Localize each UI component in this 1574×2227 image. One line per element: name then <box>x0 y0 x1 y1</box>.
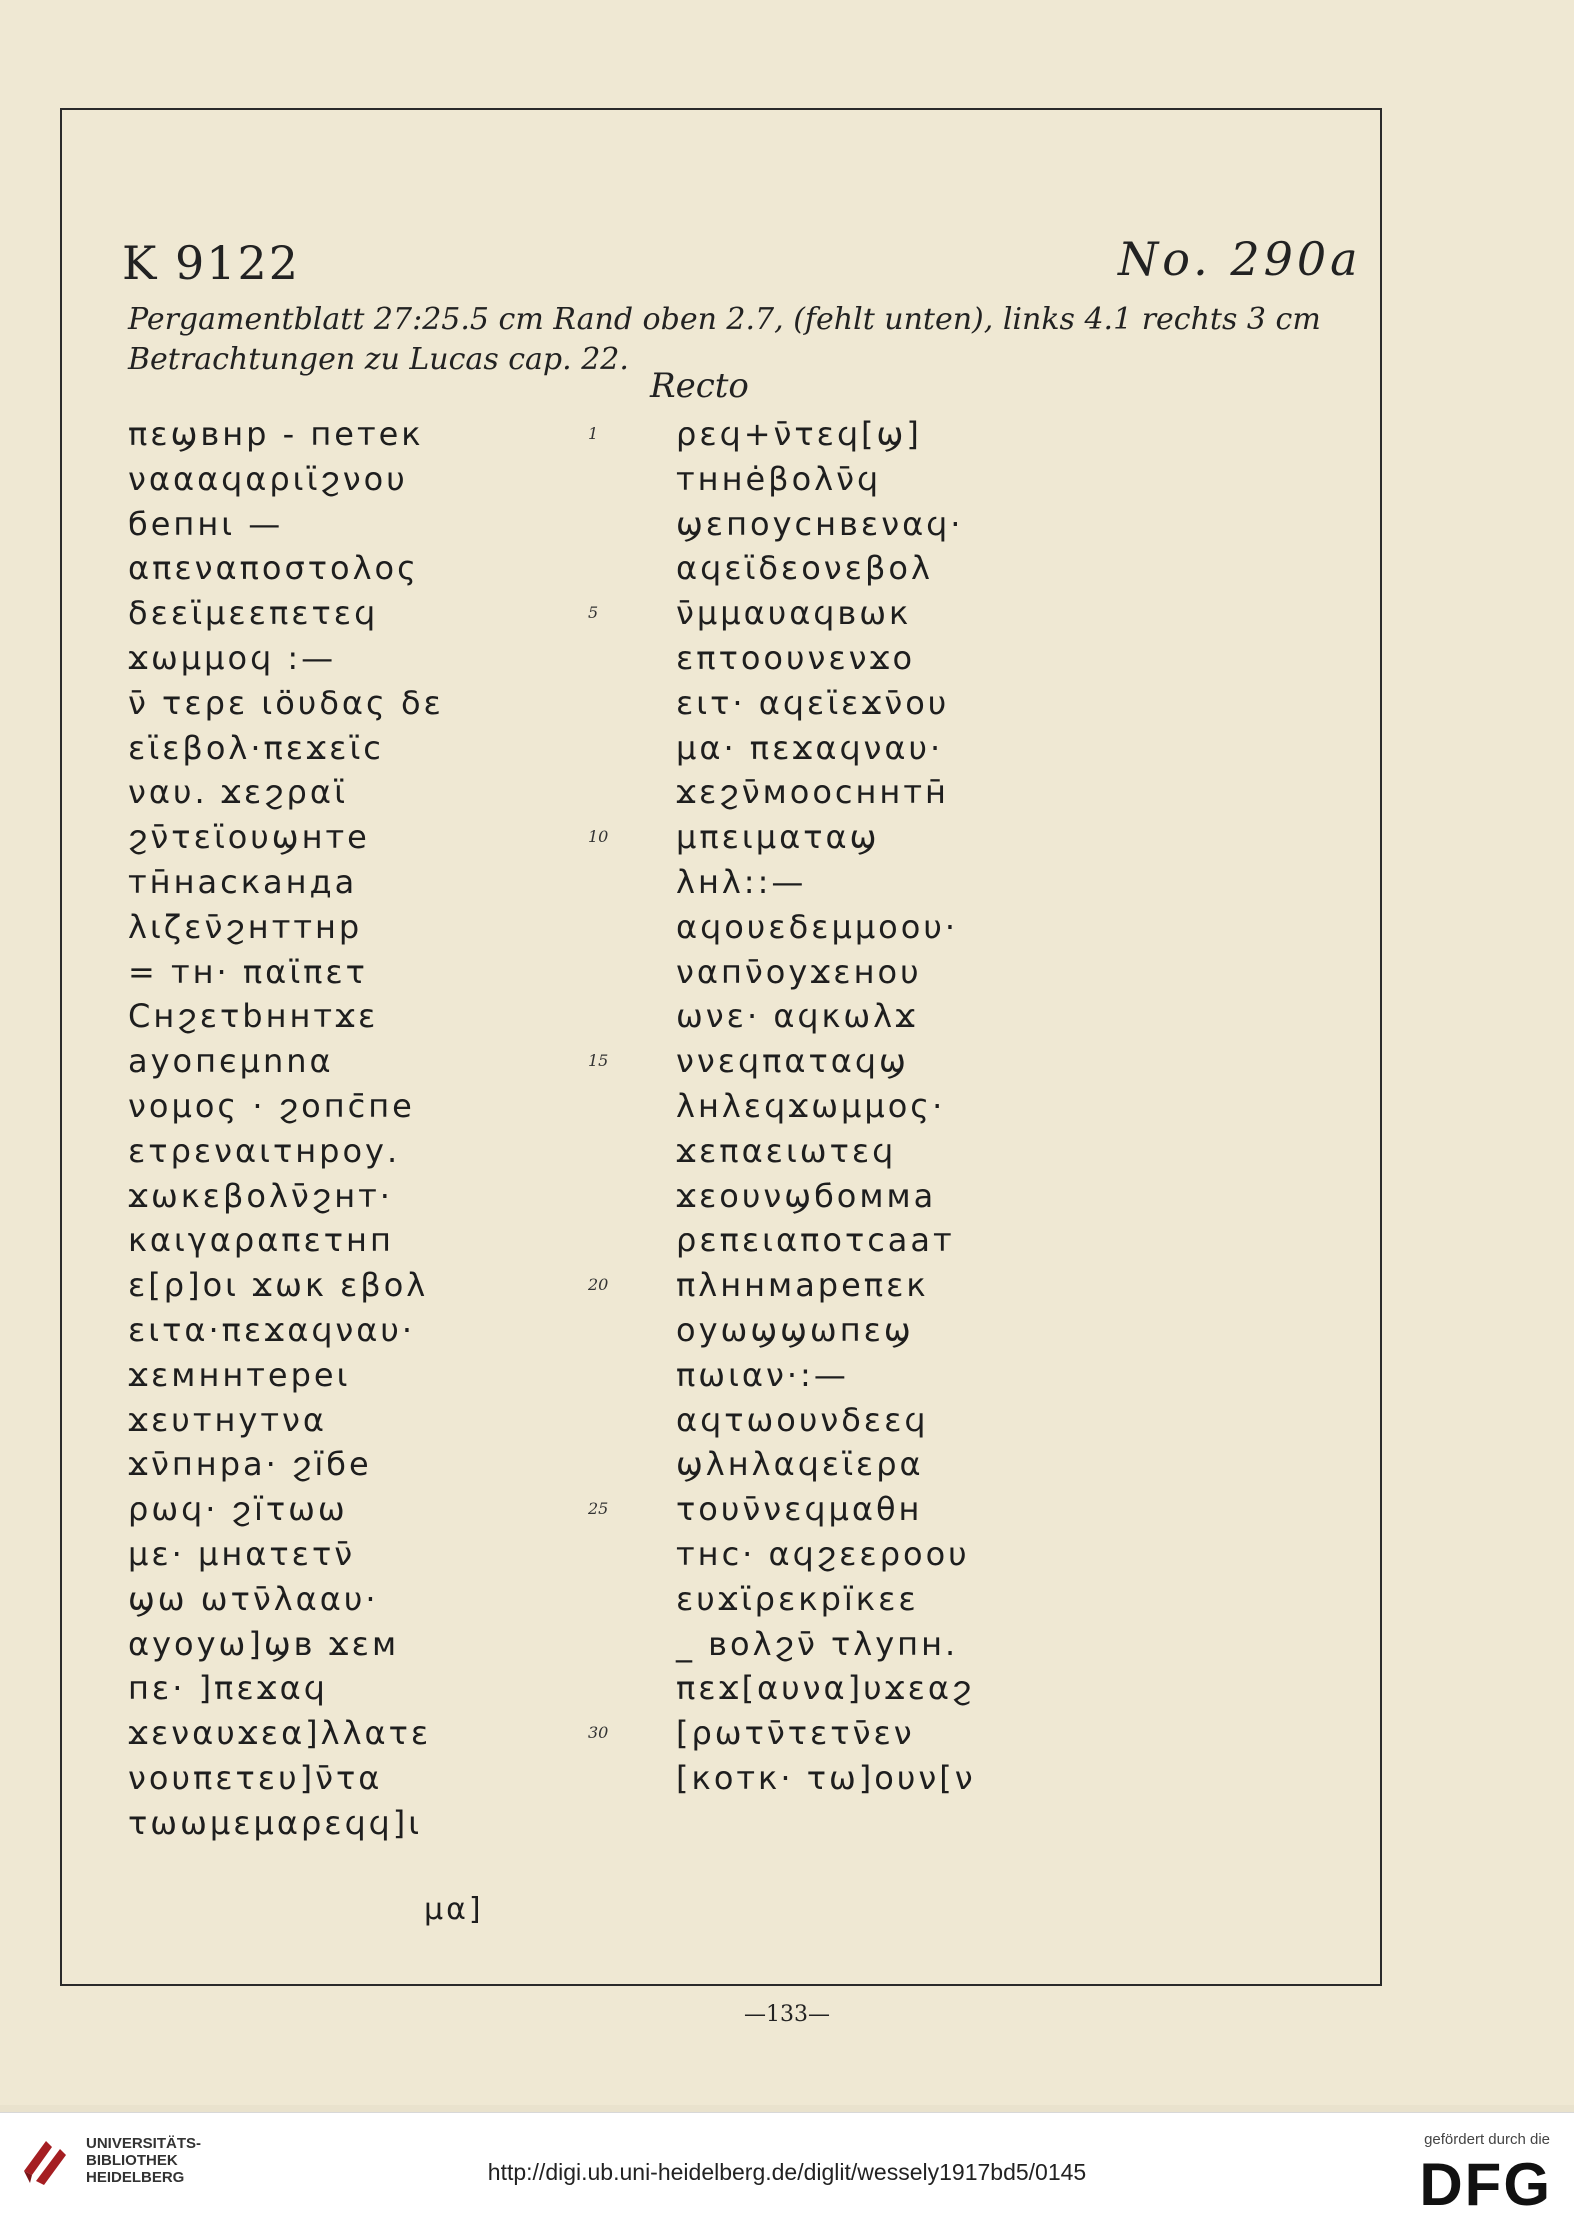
manuscript-line: ναυ. ϫεϩραϊ <box>128 773 348 812</box>
left-text-column <box>128 412 444 1846</box>
manuscript-line: ϩν̄τεϊουϣнте <box>128 818 370 857</box>
line-number <box>588 1084 608 1129</box>
manuscript-line: [котк· τω]ουν[ν <box>676 1758 976 1797</box>
manuscript-line: νουπετευ]ν̄τα <box>128 1758 383 1797</box>
line-number <box>588 502 608 547</box>
manuscript-line: μπειματαϣ <box>676 818 880 857</box>
manuscript-line: ϣλнλαϥεϊερα <box>676 1445 924 1484</box>
manuscript-line: ννεϥπαταϥϣ <box>676 1042 909 1081</box>
permalink-url[interactable]: http://digi.ub.uni-heidelberg.de/diglit/wessely1917bd5/0145 <box>487 2159 1087 2185</box>
manuscript-line: ϣω ωτν̄λααυ· <box>128 1579 379 1618</box>
manuscript-line: пε· ]πεϫαϥ <box>128 1669 328 1708</box>
line-number <box>588 546 608 591</box>
description-line-1: Pergamentblatt 27:25.5 cm Rand oben 2.7, (fehlt unten), links 4.1 rechts 3 cm <box>128 302 1321 337</box>
manuscript-line: ϫεναυϫεα]λλατε <box>128 1714 432 1753</box>
manuscript-line: αϥουεδεμμοου· <box>676 907 959 946</box>
manuscript-line: ε[ρ]οι ϫωκ εβολ <box>128 1266 429 1305</box>
line-number <box>588 1532 608 1577</box>
line-number <box>588 1666 608 1711</box>
manuscript-line: [ρωτν̄τετν̄εν <box>676 1714 915 1753</box>
line-number <box>588 770 608 815</box>
line-number <box>588 1622 608 1667</box>
line-number: 15 <box>588 1051 609 1071</box>
right-text-column <box>676 412 976 1846</box>
line-number <box>588 1577 608 1622</box>
manuscript-line: ετρεναιτнроу. <box>128 1131 401 1170</box>
line-number <box>588 1218 608 1263</box>
manuscript-line: Снϩετbннтϫε <box>128 997 379 1036</box>
manuscript-line: ν̄μμαυαϥвωк <box>676 594 912 633</box>
manuscript-line <box>676 1801 976 1846</box>
manuscript-line: πλннмареπεк <box>676 1266 929 1305</box>
manuscript-line: λιζεν̄ϩнттнр <box>128 907 363 946</box>
manuscript-line: ϫωκεβολν̄ϩнт· <box>128 1176 393 1215</box>
manuscript-line: ϫεϩν̄моосннтн̄ <box>676 773 949 812</box>
line-number: 10 <box>588 827 609 847</box>
manuscript-line: ν̄ τερε ιο̈υδας δε <box>128 683 444 722</box>
manuscript-line: ϫν̄пнра· ϩїбе <box>128 1445 372 1484</box>
line-number <box>588 1353 608 1398</box>
line-number <box>588 950 608 995</box>
manuscript-line: δεεϊμεεπετεϥ <box>128 594 379 633</box>
manuscript-line: ρεϥ+ν̄τεϥ[ϣ] <box>676 415 922 453</box>
catalog-number: K 9122 <box>122 236 301 290</box>
description-line-2: Betrachtungen zu Lucas cap. 22. <box>128 342 629 377</box>
manuscript-line: ρεπειαποτсаат <box>676 1221 955 1260</box>
line-number <box>588 457 608 502</box>
viewer-footer <box>0 2112 1574 2227</box>
manuscript-line: ειτα·πεϫαϥναυ· <box>128 1310 416 1349</box>
line-number <box>588 1129 608 1174</box>
manuscript-line: τωωμεμαρεϥϥ]ι <box>128 1803 423 1842</box>
manuscript-line: тнс· αϥϩεεροου <box>676 1534 970 1573</box>
manuscript-line: με· μнατετν̄ <box>128 1534 356 1573</box>
manuscript-line: εϊεβολ·πεϫεϊс <box>128 728 384 767</box>
manuscript-line: ауопєμnnα <box>128 1042 334 1081</box>
line-number <box>588 1756 608 1801</box>
line-number: 5 <box>588 603 599 623</box>
manuscript-line: ρωϥ· ϩїτωω <box>128 1490 348 1529</box>
manuscript-line: тн̄наскандa <box>128 862 358 901</box>
manuscript-line: ϫεмннтереι <box>128 1355 351 1394</box>
line-number <box>588 726 608 771</box>
line-number <box>588 1398 608 1443</box>
manuscript-line: ευϫϊρεкрїкεε <box>676 1579 919 1618</box>
line-number <box>588 681 608 726</box>
funding-caption: gefördert durch die <box>1424 2131 1550 2148</box>
line-number <box>588 1442 608 1487</box>
line-number: 1 <box>588 424 599 443</box>
manuscript-line: αϥεϊδεονεβολ <box>676 549 933 588</box>
manuscript-line: ϣεпоуснвεναϥ· <box>676 504 964 543</box>
line-number: 30 <box>588 1723 609 1743</box>
manuscript-line: тнне̇βολν̄ϥ <box>676 459 882 498</box>
manuscript-line: νομος · ϩопс̄пе <box>128 1086 415 1125</box>
dfg-logo: DFG <box>1419 2151 1552 2218</box>
manuscript-line: ϫευтнутνα <box>128 1400 327 1439</box>
side-label: Recto <box>650 366 749 406</box>
trailing-fragment: μα] <box>424 1892 484 1927</box>
manuscript-line: λнλεϥϫωμμος· <box>676 1086 946 1125</box>
manuscript-line: ωνε· αϥκωλϫ <box>676 997 919 1036</box>
line-number <box>588 994 608 1039</box>
manuscript-line: πεϣвнр - петек <box>128 415 424 453</box>
item-number: No. 290a <box>1118 232 1362 286</box>
manuscript-line: πωιαν·:— <box>676 1355 849 1394</box>
manuscript-line: ειτ· αϥεϊεϫν̄ου <box>676 683 950 722</box>
line-number <box>588 636 608 681</box>
manuscript-line: = тн· παϊπετ <box>128 952 368 991</box>
manuscript-line: μα· πεϫαϥναυ· <box>676 728 944 767</box>
manuscript-line: αуоуω]ϣв ϫεм <box>128 1624 400 1663</box>
manuscript-line: καιγαραπετнп <box>128 1221 394 1260</box>
line-number <box>588 1801 608 1846</box>
manuscript-line: αϥτωουνδεεϥ <box>676 1400 929 1439</box>
line-number <box>588 860 608 905</box>
manuscript-line: πεϫ[αυνα]υϫεαϩ <box>676 1669 975 1708</box>
manuscript-line: ναααϥαριϊϩνου <box>128 459 408 498</box>
page-number: —133— <box>744 2002 830 2027</box>
line-number <box>588 905 608 950</box>
manuscript-line: απεναποστολος <box>128 549 419 588</box>
manuscript-line: бепнι — <box>128 504 284 543</box>
line-number <box>588 1308 608 1353</box>
manuscript-line: ϫεουνϣбомма <box>676 1176 937 1215</box>
manuscript-line: оуωϣϣωпεϣ <box>676 1310 914 1349</box>
manuscript-line: τουν̄νεϥμαθн <box>676 1490 923 1529</box>
line-number: 25 <box>588 1499 609 1519</box>
university-library-name: UNIVERSITÄTS- BIBLIOTHEK HEIDELBERG <box>86 2135 202 2186</box>
manuscript-line: _ воλϩν̄ τλупн. <box>676 1624 959 1663</box>
manuscript-line: ϫωμμοϥ :— <box>128 638 337 677</box>
line-number-column <box>588 412 608 1846</box>
manuscript-line: ναпν̄оуϫεнου <box>676 952 922 991</box>
line-number <box>588 1174 608 1219</box>
manuscript-line: ϫεπαειωτεϥ <box>676 1131 897 1170</box>
manuscript-line: επτοουνενϫο <box>676 638 916 677</box>
manuscript-line: λнλ::— <box>676 862 807 901</box>
line-number: 20 <box>588 1275 609 1295</box>
